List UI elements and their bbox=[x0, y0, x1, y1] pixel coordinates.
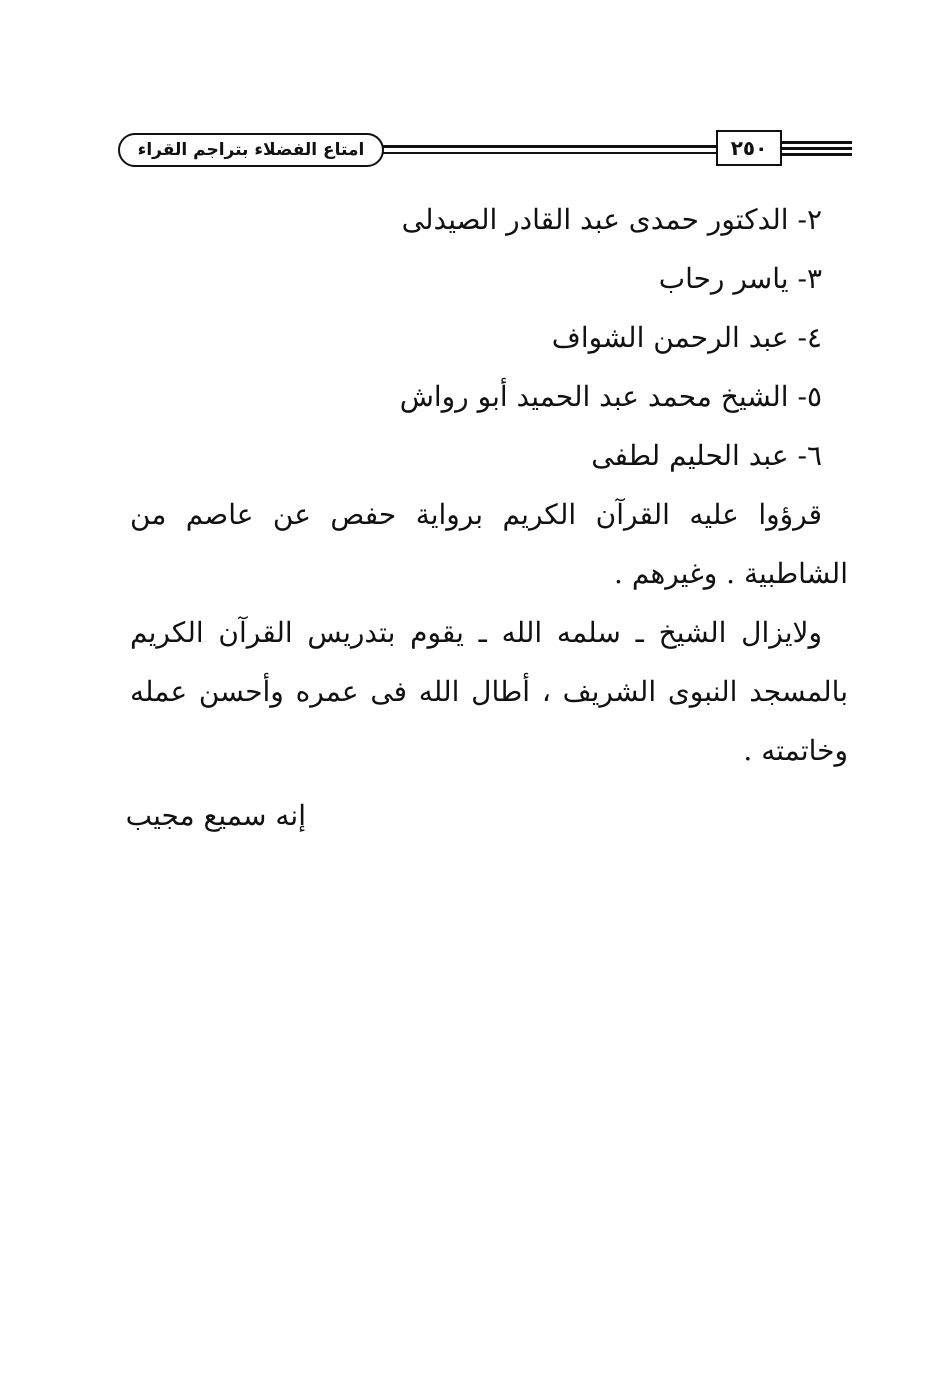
paragraph: ولايزال الشيخ ـ سلمه الله ـ يقوم بتدريس القرآن الكريم بالمسجد النبوى الشريف ، أطال الله فى عمره وأحسن عمله وخاتمته . bbox=[130, 616, 848, 767]
book-title: امتاع الفضلاء بتراجم القراء bbox=[118, 133, 384, 167]
list-item: ٥- الشيخ محمد عبد الحميد أبو رواش bbox=[399, 380, 822, 413]
list-item: ٣- ياسر رحاب bbox=[658, 262, 822, 295]
closing-line: إنه سميع مجيب bbox=[125, 799, 306, 832]
list-item: ٤- عبد الرحمن الشواف bbox=[551, 321, 822, 354]
header-rule bbox=[778, 141, 852, 144]
list-item: ٦- عبد الحليم لطفى bbox=[591, 439, 822, 472]
page-body bbox=[125, 190, 848, 845]
header-rule bbox=[382, 145, 722, 148]
header-rule bbox=[778, 147, 852, 150]
page-number: ٢٥٠ bbox=[716, 130, 782, 166]
paragraph: قرؤوا عليه القرآن الكريم برواية حفص عن عاصم من الشاطبية . وغيرهم . bbox=[130, 498, 848, 590]
header-rule bbox=[382, 152, 722, 154]
list-item: ٢- الدكتور حمدى عبد القادر الصيدلى bbox=[401, 203, 822, 236]
running-header bbox=[118, 128, 852, 174]
header-rule bbox=[778, 153, 852, 156]
